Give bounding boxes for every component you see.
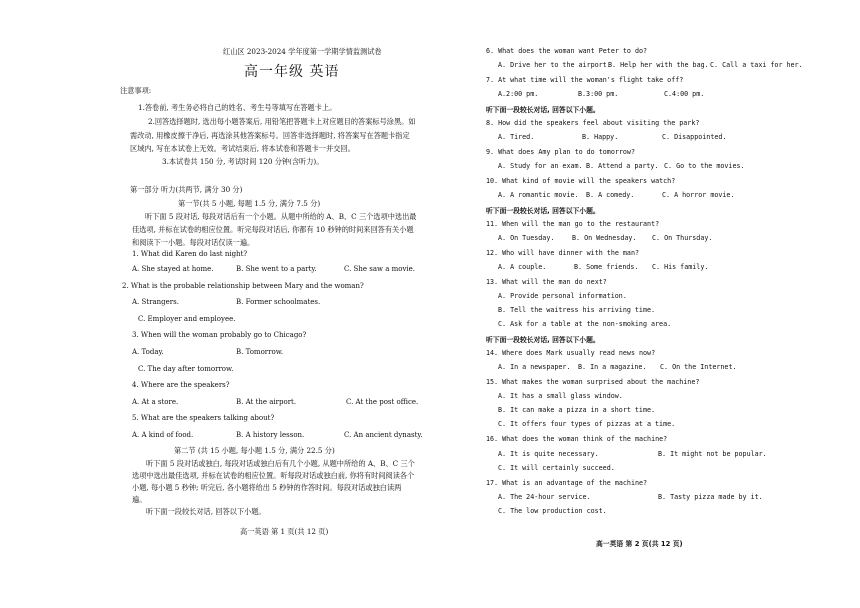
question-11: 11. When will the man go to the restaurant? <box>486 220 660 228</box>
page-2-footer: 高一英语 第 2 页(共 12 页) <box>596 540 683 548</box>
q15-option-a: A. It has a small glass window. <box>498 392 623 400</box>
q2-option-b: B. Former schoolmates. <box>236 298 321 306</box>
question-14: 14. Where does Mark usually read news now? <box>486 349 656 357</box>
q9-option-b: B. Attend a party. <box>586 162 659 170</box>
q11-option-a: A. On Tuesday. <box>498 234 555 242</box>
part-1-heading: 第一部分 听力(共两节, 满分 30 分) <box>130 185 243 194</box>
q7-option-a: A.2:00 pm. <box>498 90 539 98</box>
q1-option-b: B. She went to a party. <box>236 265 317 273</box>
q10-option-c: C. A horror movie. <box>662 191 735 199</box>
question-6: 6. What does the woman want Peter to do? <box>486 47 648 55</box>
notice-3: 3.本试卷共 150 分, 考试时间 120 分钟(含听力)。 <box>162 157 324 166</box>
section-1-heading: 第一节(共 5 小题, 每题 1.5 分, 满分 7.5 分) <box>178 199 321 208</box>
question-1: 1. What did Karen do last night? <box>132 250 248 258</box>
question-17: 17. What is an advantage of the machine? <box>486 479 648 487</box>
q8-option-b: B. Happy. <box>582 133 619 141</box>
page-1-footer: 高一英语 第 1 页(共 12 页) <box>240 527 329 536</box>
q12-option-a: A. A couple. <box>498 263 547 271</box>
q15-option-c: C. It offers four types of pizzas at a time. <box>498 420 676 428</box>
q3-option-b: B. Tomorrow. <box>236 348 284 356</box>
q13-option-b: B. Tell the waitress his arriving time. <box>498 306 656 314</box>
q12-option-c: C. His family. <box>652 263 709 271</box>
q17-option-a: A. The 24-hour service. <box>498 493 591 501</box>
q1-option-a: A. She stayed at home. <box>132 265 214 273</box>
instructions-1a: 听下面 5 段对话, 每段对话后有一个小题。从题中所给的 A、B、C 三个选项中选出最 <box>145 212 417 221</box>
q7-option-b: B.3:00 pm. <box>578 90 619 98</box>
q17-option-c: C. The low production cost. <box>498 507 607 515</box>
notice-2a: 2.回答选择题时, 选出每小题答案后, 用铅笔把答题卡上对应题目的答案标号涂黑。如 <box>148 117 416 126</box>
notice-title: 注意事项: <box>120 86 152 95</box>
q10-option-a: A. A romantic movie. <box>498 191 579 199</box>
listening-prompt-1: 听下面一段较长对话, 回答以下小题。 <box>486 106 600 114</box>
q13-option-c: C. Ask for a table at the non-smoking area. <box>498 320 672 328</box>
q4-option-b: B. At the airport. <box>236 398 297 406</box>
question-8: 8. How did the speakers feel about visiting the park? <box>486 119 700 127</box>
instructions-1b: 佳选项, 并标在试卷的相应位置。听完每段对话后, 你都有 10 秒钟的时间来回答有关小题 <box>132 225 414 234</box>
q8-option-c: C. Disappointed. <box>662 133 727 141</box>
listening-prompt-3: 听下面一段较长对话, 回答以下小题。 <box>486 336 600 344</box>
question-12: 12. Who will have dinner with the man? <box>486 249 639 257</box>
school-header: 红山区 2023-2024 学年度第一学期学情监测试卷 <box>223 47 382 56</box>
q16-option-a: A. It is quite necessary. <box>498 450 599 458</box>
question-9: 9. What does Amy plan to do tomorrow? <box>486 148 635 156</box>
q7-option-c: C.4:00 pm. <box>664 90 705 98</box>
q3-option-a: A. Today. <box>132 348 164 356</box>
listening-prompt-2: 听下面一段较长对话, 回答以下小题。 <box>486 207 600 215</box>
exam-title: 高一年级 英语 <box>244 64 340 80</box>
q8-option-a: A. Tired. <box>498 133 535 141</box>
q16-option-b: B. It might not be popular. <box>658 450 767 458</box>
q2-option-a: A. Strangers. <box>132 298 179 306</box>
q6-option-a: A. Drive her to the airport. <box>498 61 611 69</box>
notice-2b: 需改动, 用橡皮擦干净后, 再选涂其他答案标号。回答非选择题时, 将答案写在答题卡指定 <box>130 131 410 140</box>
q10-option-b: B. A comedy. <box>586 191 635 199</box>
q6-option-b: B. Help her with the bag. <box>608 61 709 69</box>
instructions-2e: 听下面一段较长对话, 回答以下小题。 <box>146 507 266 516</box>
q17-option-b: B. Tasty pizza made by it. <box>658 493 763 501</box>
q3-option-c: C. The day after tomorrow. <box>138 365 234 373</box>
q12-option-b: B. Some friends. <box>574 263 639 271</box>
q4-option-a: A. At a store. <box>132 398 179 406</box>
question-10: 10. What kind of movie will the speakers watch? <box>486 177 676 185</box>
question-16: 16. What does the woman think of the machine? <box>486 435 668 443</box>
q14-option-c: C. On the Internet. <box>660 363 737 371</box>
instructions-2b: 选项中选出最佳选项, 并标在试卷的相应位置。听每段对话或独白前, 你将有时间阅读各个 <box>132 471 415 480</box>
q15-option-b: B. It can make a pizza in a short time. <box>498 406 656 414</box>
q11-option-b: B. On Wednesday. <box>572 234 637 242</box>
instructions-2c: 小题, 每小题 5 秒钟; 听完后, 各小题将给出 5 秒钟的作答时间。每段对话或独白读两 <box>132 483 402 492</box>
q2-option-c: C. Employer and employee. <box>138 315 236 323</box>
notice-2c: 区域内, 写在本试卷上无效。考试结束后, 将本试卷和答题卡一并交回。 <box>130 144 355 153</box>
q9-option-a: A. Study for an exam. <box>498 162 583 170</box>
section-2-heading: 第二节 (共 15 小题, 每小题 1.5 分, 满分 22.5 分) <box>174 446 335 455</box>
q5-option-b: B. A history lesson. <box>236 431 305 439</box>
question-15: 15. What makes the woman surprised about the machine? <box>486 378 700 386</box>
q5-option-c: C. An ancient dynasty. <box>344 431 423 439</box>
instructions-1c: 和阅读下一小题。每段对话仅读一遍。 <box>132 238 255 247</box>
q9-option-c: C. Go to the movies. <box>664 162 745 170</box>
notice-1: 1.答卷前, 考生务必将自己的姓名、考生号等填写在答题卡上。 <box>138 103 337 112</box>
q14-option-b: B. In a magazine. <box>578 363 647 371</box>
q14-option-a: A. In a newspaper. <box>498 363 571 371</box>
q4-option-c: C. At the post office. <box>346 398 419 406</box>
q1-option-c: C. She saw a movie. <box>344 265 416 273</box>
question-4: 4. Where are the speakers? <box>132 381 230 389</box>
instructions-2a: 听下面 5 段对话或独白, 每段对话或独白后有几个小题, 从题中所给的 A、B、C 三个 <box>146 459 415 468</box>
q16-option-c: C. It will certainly succeed. <box>498 464 615 472</box>
instructions-2d: 遍。 <box>132 495 147 504</box>
question-3: 3. When will the woman probably go to Chicago? <box>132 331 307 339</box>
q13-option-a: A. Provide personal information. <box>498 292 627 300</box>
question-7: 7. At what time will the woman's flight take off? <box>486 76 684 84</box>
q11-option-c: C. On Thursday. <box>652 234 713 242</box>
question-13: 13. What will the man do next? <box>486 278 607 286</box>
q5-option-a: A. A kind of food. <box>132 431 194 439</box>
q6-option-c: C. Call a taxi for her. <box>710 61 803 69</box>
question-2: 2. What is the probable relationship between Mary and the woman? <box>122 282 364 290</box>
question-5: 5. What are the speakers talking about? <box>132 414 275 422</box>
